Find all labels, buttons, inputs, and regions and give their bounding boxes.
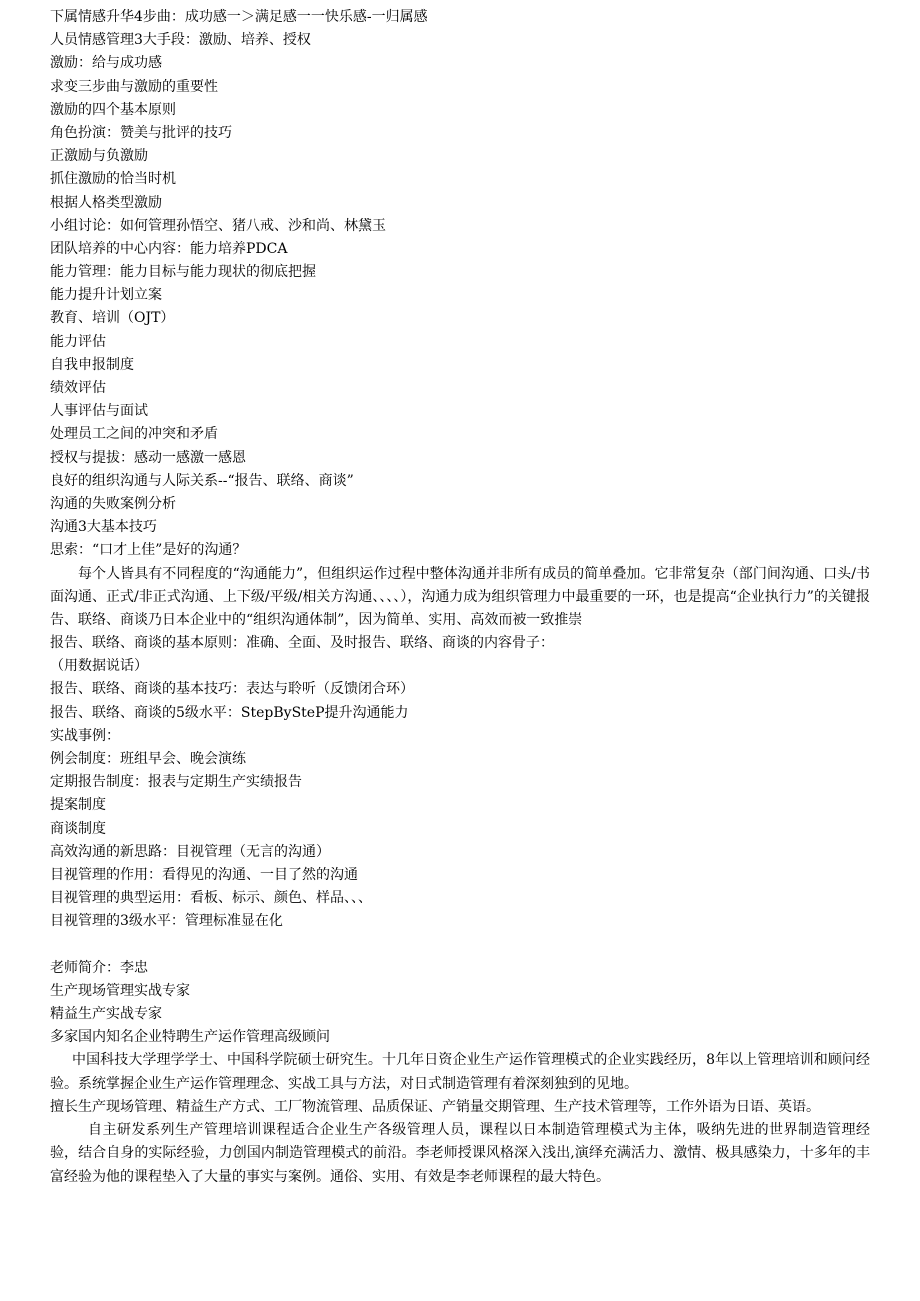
outline-line: 目视管理的作用：看得见的沟通、一目了然的沟通 bbox=[50, 866, 358, 883]
outline-line: 处理员工之间的冲突和矛盾 bbox=[50, 426, 218, 443]
teacher-title: 老师简介：李忠 bbox=[50, 959, 148, 976]
outline-line: 高效沟通的新思路：目视管理（无言的沟通） bbox=[50, 843, 330, 860]
outline-line: 角色扮演：赞美与批评的技巧 bbox=[50, 124, 232, 141]
outline-line: 教育、培训（OJT） bbox=[50, 310, 175, 327]
outline-line: 抓住激励的恰当时机 bbox=[50, 171, 176, 188]
teacher-expertise-paragraph: 擅长生产现场管理、精益生产方式、工厂物流管理、品质保证、产销量交期管理、生产技术管理等，工作外语为日语、英语。 bbox=[50, 1098, 820, 1115]
outline-line: 沟通3大基本技巧 bbox=[50, 519, 157, 536]
teacher-credential: 生产现场管理实战专家 bbox=[50, 982, 190, 999]
outline-line: 自我申报制度 bbox=[50, 356, 134, 373]
outline-line: 提案制度 bbox=[50, 797, 106, 814]
teacher-intro bbox=[50, 957, 870, 1189]
outline-line: 激励：给与成功感 bbox=[50, 55, 162, 72]
course-outline-list bbox=[50, 6, 870, 563]
communication-paragraph: 每个人皆具有不同程度的“沟通能力”，但组织运作过程中整体沟通并非所有成员的简单叠加。它非常复杂（部门间沟通、口头/书面沟通、正式/非正式沟通、上下级/平级/相关方沟通、、、、），沟通力成为组织管理力中最重要的一环，也是提高“企业执行力”的关键报告、联络、商谈乃日本企业中的“组织沟通体制”，因为简单、实用、高效而被一致推崇 bbox=[50, 565, 870, 628]
communication-outline-list bbox=[50, 632, 870, 933]
outline-line: 目视管理的3级水平：管理标准显在化 bbox=[50, 913, 283, 930]
outline-line: 授权与提拔：感动一感激一感恩 bbox=[50, 449, 246, 466]
outline-line: 团队培养的中心内容：能力培养PDCA bbox=[50, 240, 288, 257]
outline-line: 目视管理的典型运用：看板、标示、颜色、样品、、、 bbox=[50, 890, 372, 907]
outline-line: 激励的四个基本原则 bbox=[50, 101, 176, 118]
outline-line: 商谈制度 bbox=[50, 820, 106, 837]
outline-line: 能力提升计划立案 bbox=[50, 287, 162, 304]
outline-line: （用数据说话） bbox=[50, 658, 148, 675]
document-page bbox=[50, 6, 870, 1189]
outline-line: 例会制度：班组早会、晚会演练 bbox=[50, 751, 246, 768]
spacer bbox=[50, 934, 870, 957]
teacher-course-paragraph: 自主研发系列生产管理培训课程适合企业生产各级管理人员，课程以日本制造管理模式为主体，吸纳先进的世界制造管理经验，结合自身的实际经验，力创国内制造管理模式的前沿。李老师授课风格深入浅出,演绎充满活力、激情、极具感染力，十多年的丰富经验为他的课程垫入了大量的事实与案例。通俗、实用、有效是李老师课程的最大特色。 bbox=[50, 1122, 870, 1185]
outline-line: 能力评估 bbox=[50, 333, 106, 350]
outline-line: 下属情感升华4步曲：成功感一＞满足感一一快乐感-一归属感 bbox=[50, 9, 428, 25]
outline-line: 思索：“口才上佳”是好的沟通？ bbox=[50, 542, 247, 559]
outline-line: 绩效评估 bbox=[50, 380, 106, 396]
outline-line: 报告、联络、商谈的5级水平：StepBySteP提升沟通能力 bbox=[50, 704, 409, 721]
outline-line: 实战事例： bbox=[50, 727, 120, 744]
outline-line: 人事评估与面试 bbox=[50, 403, 148, 420]
outline-line: 报告、联络、商谈的基本技巧：表达与聆听（反馈闭合环） bbox=[50, 681, 414, 698]
teacher-credential: 精益生产实战专家 bbox=[50, 1006, 162, 1023]
outline-line: 正激励与负激励 bbox=[50, 148, 148, 165]
outline-line: 沟通的失败案例分析 bbox=[50, 495, 176, 512]
outline-line: 求变三步曲与激励的重要性 bbox=[50, 78, 218, 95]
outline-line: 报告、联络、商谈的基本原则：准确、全面、及时报告、联络、商谈的内容骨子： bbox=[50, 635, 554, 652]
outline-line: 能力管理：能力目标与能力现状的彻底把握 bbox=[50, 264, 316, 281]
teacher-bio-paragraph: 中国科技大学理学学士、中国科学院硕士研究生。十几年日资企业生产运作管理模式的企业实践经历，8年以上管理培训和顾问经验。系统掌握企业生产运作管理理念、实战工具与方法，对日式制造管理有着深刻独到的见地。 bbox=[50, 1052, 870, 1092]
outline-line: 人员情感管理3大手段：激励、培养、授权 bbox=[50, 32, 311, 49]
outline-line: 良好的组织沟通与人际关系--“报告、联络、商谈” bbox=[50, 472, 354, 489]
outline-line: 定期报告制度：报表与定期生产实绩报告 bbox=[50, 774, 302, 791]
teacher-credential: 多家国内知名企业特聘生产运作管理高级顾问 bbox=[50, 1029, 330, 1046]
outline-line: 根据人格类型激励 bbox=[50, 194, 162, 211]
outline-line: 小组讨论：如何管理孙悟空、猪八戒、沙和尚、林黛玉 bbox=[50, 217, 386, 234]
